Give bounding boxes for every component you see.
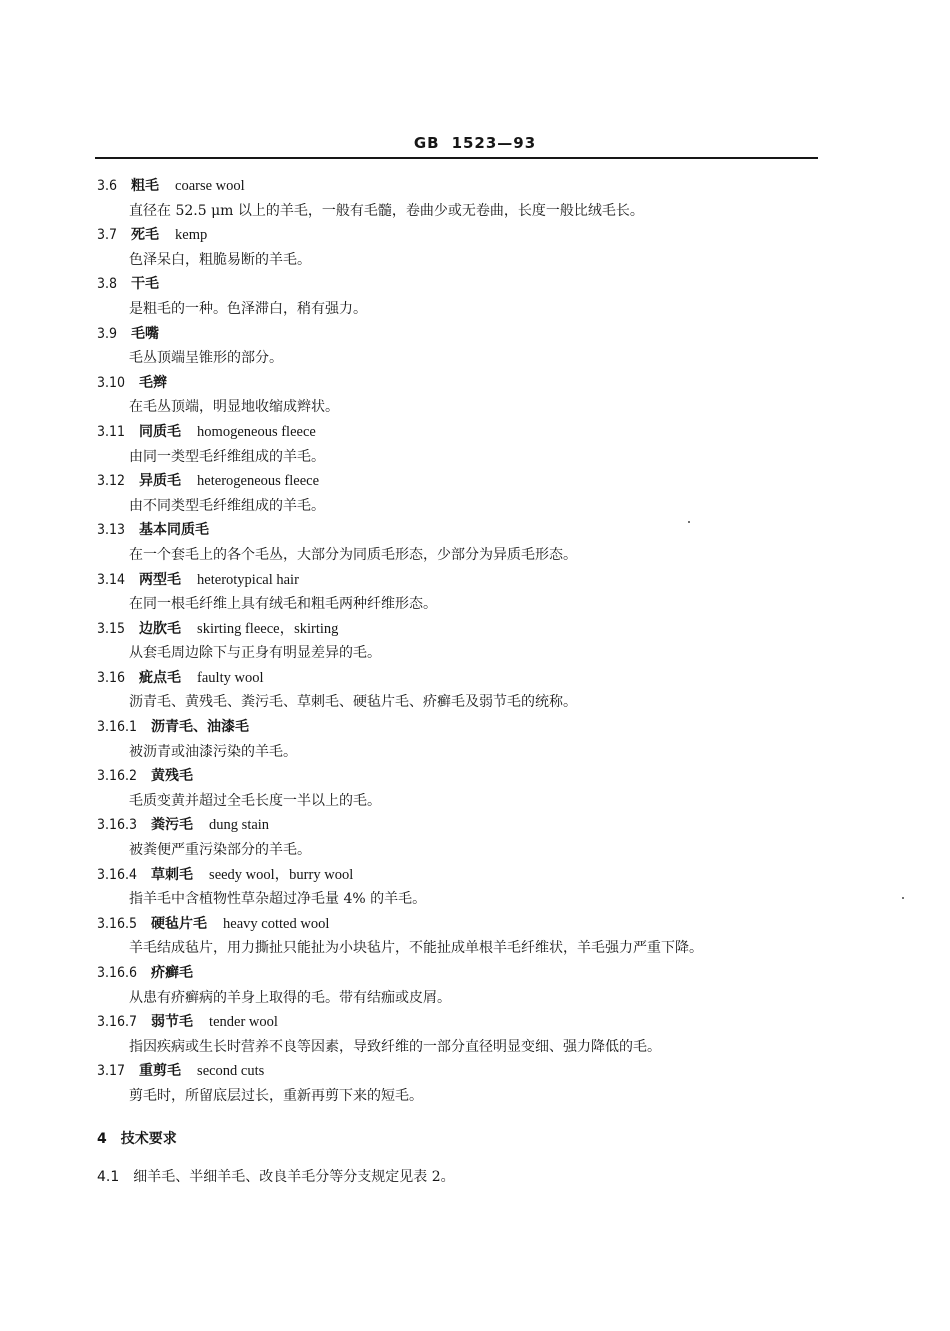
- term-english: kemp: [175, 227, 208, 244]
- term-english: second cuts: [197, 1063, 265, 1080]
- term-definition: 在同一根毛纤维上具有绒毛和粗毛两种纤维形态。: [129, 596, 437, 613]
- term-entry: [97, 764, 817, 789]
- term-chinese: 沥青毛、油漆毛: [151, 719, 250, 736]
- page-header: [0, 134, 950, 152]
- term-number: 3.16: [97, 669, 126, 686]
- term-number: 3.6: [97, 178, 118, 194]
- section-title: 技术要求: [120, 1131, 177, 1147]
- term-entry: [97, 469, 817, 494]
- scan-speck: [902, 897, 904, 899]
- term-definition: 剪毛时，所留底层过长，重新再剪下来的短毛。: [129, 1087, 423, 1104]
- term-definition: 指羊毛中含植物性草杂超过净毛量 4% 的羊毛。: [129, 891, 427, 908]
- term-number: 3.7: [97, 227, 118, 244]
- term-entry: [97, 863, 817, 888]
- term-number: 3.12: [97, 473, 126, 490]
- term-chinese: 两型毛: [139, 571, 182, 588]
- term-number: 3.14: [97, 571, 126, 588]
- term-definition: 色泽呆白，粗脆易断的羊毛。: [129, 251, 311, 268]
- term-entry: [97, 1059, 817, 1084]
- term-entry: [97, 912, 817, 937]
- term-number: 3.16.5: [97, 915, 138, 932]
- term-entry: [97, 174, 817, 199]
- term-number: 3.9: [97, 325, 118, 342]
- term-definition: 是粗毛的一种。色泽滞白，稍有强力。: [129, 300, 367, 317]
- term-entry: [97, 715, 817, 740]
- term-entry: [97, 322, 817, 347]
- term-chinese: 黄残毛: [151, 768, 194, 785]
- term-chinese: 边肷毛: [139, 620, 182, 637]
- term-chinese: 基本同质毛: [139, 522, 210, 539]
- term-definition: 由同一类型毛纤维组成的羊毛。: [129, 448, 325, 465]
- term-definition: 毛丛顶端呈锥形的部分。: [129, 350, 283, 367]
- term-english: tender wool: [209, 1014, 278, 1031]
- term-definition: 沥青毛、黄残毛、粪污毛、草刺毛、硬毡片毛、疥癣毛及弱节毛的统称。: [129, 694, 577, 711]
- term-number: 3.8: [97, 276, 118, 293]
- term-chinese: 弱节毛: [151, 1014, 194, 1031]
- term-definition: 从患有疥癣病的羊身上取得的毛。带有结痂或皮屑。: [129, 989, 451, 1006]
- term-number: 3.10: [97, 374, 126, 391]
- term-chinese: 干毛: [131, 276, 160, 293]
- term-number: 3.16.2: [97, 768, 138, 785]
- term-english: homogeneous fleece: [197, 423, 316, 440]
- term-chinese: 粗毛: [131, 178, 160, 194]
- term-definition: 被沥青或油漆污染的羊毛。: [129, 743, 297, 760]
- term-entry: [97, 1010, 817, 1035]
- header-rule: [95, 157, 818, 159]
- term-definition: 被粪便严重污染部分的羊毛。: [129, 842, 311, 859]
- term-english: skirting fleece，skirting: [197, 620, 339, 637]
- term-entry: [97, 568, 817, 593]
- term-number: 3.16.6: [97, 965, 138, 981]
- term-definition: 指因疾病或生长时营养不良等因素，导致纤维的一部分直径明显变细、强力降低的毛。: [129, 1038, 661, 1055]
- term-english: seedy wool，burry wool: [209, 866, 354, 883]
- term-chinese: 死毛: [131, 227, 160, 244]
- term-definition: 毛质变黄并超过全毛长度一半以上的毛。: [129, 792, 381, 809]
- term-chinese: 毛辫: [139, 374, 168, 391]
- term-chinese: 同质毛: [139, 423, 182, 440]
- term-definition: 在一个套毛上的各个毛丛，大部分为同质毛形态，少部分为异质毛形态。: [129, 546, 577, 563]
- terms-list: [97, 174, 817, 1109]
- term-english: heterogeneous fleece: [197, 473, 320, 490]
- term-chinese: 毛嘴: [131, 325, 160, 342]
- term-chinese: 重剪毛: [139, 1063, 182, 1080]
- term-definition: 直径在 52.5 μm 以上的羊毛，一般有毛髓，卷曲少或无卷曲，长度一般比绒毛长。: [129, 202, 644, 219]
- term-entry: [97, 272, 817, 297]
- term-chinese: 疥癣毛: [151, 965, 194, 981]
- term-number: 3.15: [97, 620, 126, 637]
- term-entry: [97, 617, 817, 642]
- term-number: 3.16.7: [97, 1014, 138, 1031]
- term-number: 3.13: [97, 522, 126, 539]
- standard-code: GB: [413, 134, 440, 152]
- term-entry: [97, 666, 817, 691]
- term-number: 3.16.3: [97, 817, 138, 834]
- term-english: dung stain: [209, 817, 270, 834]
- term-english: heterotypical hair: [197, 571, 299, 588]
- section-heading: [97, 1128, 177, 1148]
- term-english: coarse wool: [175, 178, 245, 194]
- term-entry: [97, 420, 817, 445]
- term-number: 3.11: [97, 423, 126, 440]
- paragraph-number: 4.1: [97, 1169, 120, 1185]
- term-entry: [97, 961, 817, 986]
- term-entry: [97, 371, 817, 396]
- term-definition: 在毛丛顶端，明显地收缩成辫状。: [129, 399, 339, 416]
- term-definition: 由不同类型毛纤维组成的羊毛。: [129, 497, 325, 514]
- term-english: heavy cotted wool: [223, 915, 330, 932]
- term-chinese: 草刺毛: [151, 866, 194, 883]
- term-definition: 从套毛周边除下与正身有明显差异的毛。: [129, 645, 381, 662]
- scan-speck: [688, 521, 690, 523]
- term-english: faulty wool: [197, 669, 264, 686]
- section-number: 4: [97, 1131, 107, 1147]
- term-number: 3.16.1: [97, 719, 138, 736]
- term-entry: [97, 223, 817, 248]
- term-entry: [97, 813, 817, 838]
- term-number: 3.16.4: [97, 866, 138, 883]
- term-chinese: 异质毛: [139, 473, 182, 490]
- term-definition: 羊毛结成毡片，用力撕扯只能扯为小块毡片，不能扯成单根羊毛纤维状，羊毛强力严重下降。: [129, 940, 703, 957]
- term-number: 3.17: [97, 1063, 126, 1080]
- term-entry: [97, 518, 817, 543]
- paragraph-text: 细羊毛、半细羊毛、改良羊毛分等分支规定见表 2。: [133, 1169, 455, 1185]
- paragraph: [97, 1166, 455, 1186]
- term-chinese: 疵点毛: [139, 669, 182, 686]
- standard-number: 1523—93: [451, 134, 537, 152]
- term-chinese: 硬毡片毛: [151, 915, 208, 932]
- term-chinese: 粪污毛: [151, 817, 194, 834]
